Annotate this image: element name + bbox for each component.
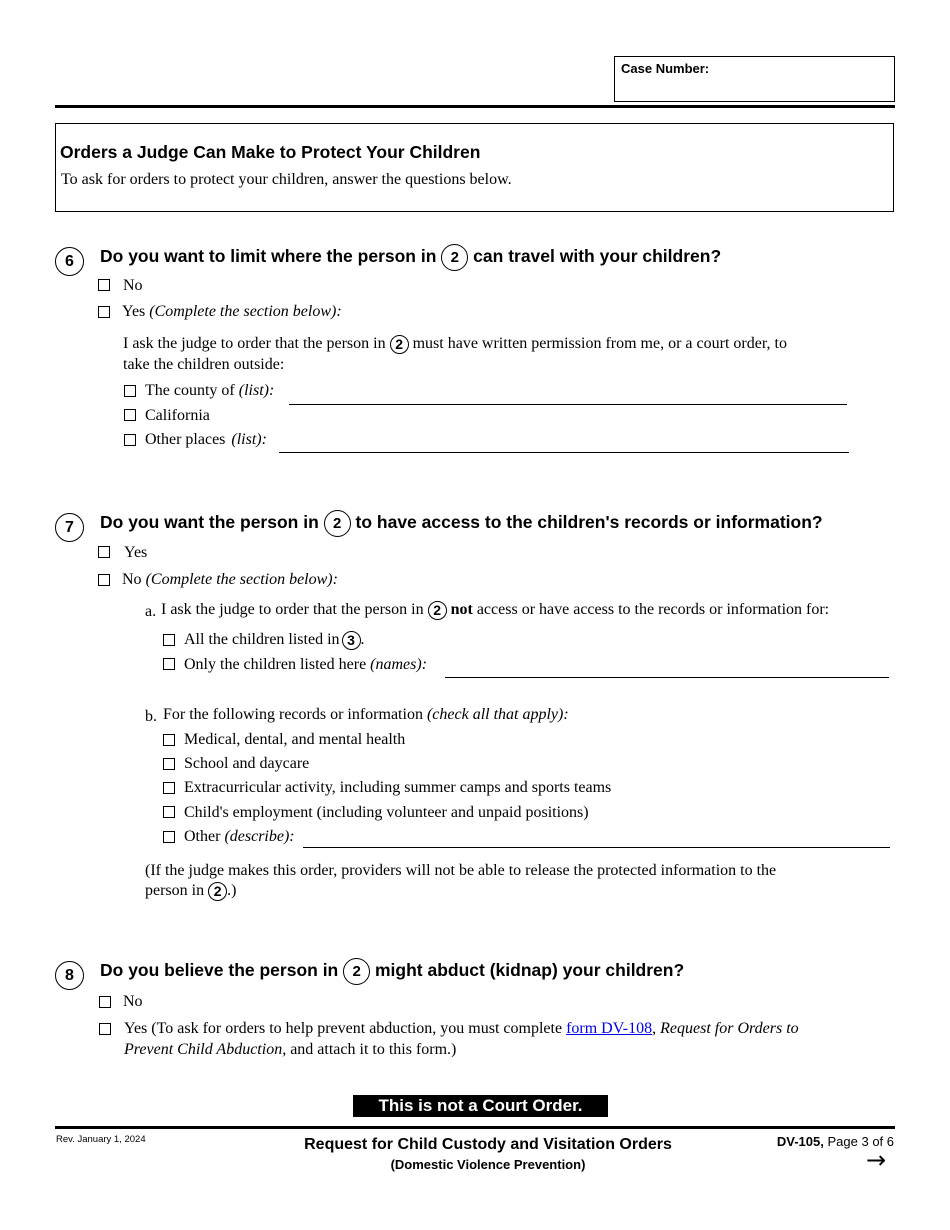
footer-form-id: DV-105, [776, 1134, 824, 1149]
q6-county-hint: (list): [238, 382, 275, 399]
q6-county-label [145, 382, 274, 400]
q6-order-line-1 [123, 335, 787, 354]
q6-other-places-hint: (list): [231, 431, 267, 448]
question-6-number: 6 [55, 247, 84, 276]
q7-yes-label: Yes [124, 544, 148, 561]
q7-a-text-part-2: access or have access to the records or information for: [476, 601, 830, 619]
q7-no-note: (Complete the section below): [145, 571, 338, 588]
q7-only-children-checkbox[interactable] [163, 658, 175, 670]
q7-records-employment-label: Child's employment (including volunteer and unpaid positions) [184, 804, 589, 821]
next-page-arrow-icon[interactable]: → [866, 1146, 887, 1174]
question-6-title-part-a: Do you want to limit where the person in [100, 246, 437, 267]
q6-other-places-label [145, 431, 267, 449]
q7-records-employment-checkbox[interactable] [163, 806, 175, 818]
q7-records-other-hint: (describe): [224, 828, 295, 845]
q7-records-school-checkbox[interactable] [163, 758, 175, 770]
footer-page-number: Page 3 of 6 [827, 1134, 894, 1149]
q6-no-checkbox[interactable] [98, 279, 110, 291]
not-court-order-banner: This is not a Court Order. [353, 1095, 608, 1117]
footer-rule [55, 1126, 895, 1129]
q6-order-line-2: take the children outside: [123, 356, 285, 373]
question-8-title-part-a: Do you believe the person in [100, 960, 339, 981]
question-8-number: 8 [55, 961, 84, 990]
ref-circle-2: 2 [324, 510, 351, 537]
q8-no-label: No [123, 993, 143, 1010]
footer-subtitle: (Domestic Violence Prevention) [390, 1157, 586, 1172]
q7-b-hint: (check all that apply): [426, 706, 569, 723]
q7-records-school-label: School and daycare [184, 755, 310, 772]
q6-yes-note: (Complete the section below): [149, 303, 342, 320]
ref-circle-2: 2 [441, 244, 468, 271]
q7-b-text [163, 706, 569, 724]
q6-other-places-text: Other places [145, 431, 226, 448]
question-7-number: 7 [55, 513, 84, 542]
q6-yes-label [122, 303, 342, 321]
q8-yes-line-2 [124, 1041, 456, 1059]
ref-circle-3: 3 [342, 631, 361, 650]
q8-yes-italic-1: Request for Orders to [660, 1020, 799, 1037]
q6-order-text-a: I ask the judge to order that the person in [123, 335, 386, 353]
question-8-title [100, 958, 684, 985]
case-number-label: Case Number: [621, 61, 710, 76]
question-6-title [100, 244, 721, 271]
q7-no-text: No [122, 571, 142, 588]
q7-only-children-text: Only the children listed here [184, 656, 367, 673]
q6-yes-checkbox[interactable] [98, 306, 110, 318]
q7-a-letter: a. [145, 603, 157, 620]
q7-a-text [161, 601, 829, 620]
q6-california-checkbox[interactable] [124, 409, 136, 421]
q6-no-label: No [123, 277, 143, 294]
q7-records-extracurricular-label: Extracurricular activity, including summer camps and sports teams [184, 779, 612, 796]
q7-records-medical-label: Medical, dental, and mental health [184, 731, 406, 748]
footer-title: Request for Child Custody and Visitation Orders [304, 1136, 672, 1153]
q6-california-label: California [145, 407, 210, 424]
q8-yes-comma: , [652, 1020, 657, 1037]
q8-yes-text: Yes (To ask for orders to help prevent abduction, you must complete [124, 1020, 563, 1037]
q7-all-children-end: . [360, 631, 365, 649]
q7-only-children-hint: (names): [370, 656, 428, 673]
q7-records-other-checkbox[interactable] [163, 831, 175, 843]
q8-yes-line-1 [124, 1020, 799, 1038]
q7-records-other-label [184, 828, 295, 846]
q7-records-other-text: Other [184, 828, 221, 845]
ref-circle-2: 2 [343, 958, 370, 985]
q7-yes-checkbox[interactable] [98, 546, 110, 558]
footer-revision: Rev. January 1, 2024 [56, 1134, 146, 1145]
q6-other-places-input-line[interactable] [279, 452, 849, 453]
intro-title: Orders a Judge Can Make to Protect Your Children [60, 142, 481, 162]
q7-note-text: person in [145, 882, 205, 900]
q7-note-end: .) [227, 882, 237, 900]
q7-all-children-label [184, 631, 365, 650]
q7-a-text-not: not [450, 601, 473, 619]
q7-note-line-2 [145, 882, 236, 901]
q7-children-names-input-line[interactable] [445, 677, 889, 678]
case-number-box[interactable] [614, 56, 895, 102]
question-7-title-part-a: Do you want the person in [100, 512, 319, 533]
q6-county-input-line[interactable] [289, 404, 847, 405]
q8-yes-italic-2: Prevent Child Abduction, [124, 1041, 287, 1058]
question-7-title-part-b: to have access to the children's records or information? [355, 512, 823, 533]
q7-all-children-checkbox[interactable] [163, 634, 175, 646]
q7-b-text-main: For the following records or information [163, 706, 423, 723]
q7-a-text-part-1: I ask the judge to order that the person in [161, 601, 424, 619]
ref-circle-2: 2 [390, 335, 409, 354]
q7-records-medical-checkbox[interactable] [163, 734, 175, 746]
ref-circle-2: 2 [428, 601, 447, 620]
q7-other-describe-input-line[interactable] [303, 847, 890, 848]
q7-only-children-label [184, 656, 427, 674]
q7-b-letter: b. [145, 708, 157, 725]
header-rule [55, 105, 895, 108]
q8-no-checkbox[interactable] [99, 996, 111, 1008]
q8-yes-text-2: and attach it to this form.) [290, 1041, 457, 1058]
q6-yes-text: Yes [122, 303, 146, 320]
intro-text: To ask for orders to protect your children, answer the questions below. [61, 171, 512, 188]
q8-yes-checkbox[interactable] [99, 1023, 111, 1035]
form-dv-108-link[interactable]: form DV-108 [566, 1020, 653, 1037]
q6-county-text: The county of [145, 382, 235, 399]
q7-no-label [122, 571, 338, 589]
question-7-title [100, 510, 823, 537]
q6-order-text-b: must have written permission from me, or a court order, to [412, 335, 787, 353]
ref-circle-2: 2 [208, 882, 227, 901]
intro-box [55, 123, 894, 212]
question-8-title-part-b: might abduct (kidnap) your children? [375, 960, 685, 981]
q6-county-checkbox[interactable] [124, 385, 136, 397]
q7-note-line-1: (If the judge makes this order, providers will not be able to release the protected information to the [145, 862, 777, 879]
q7-records-extracurricular-checkbox[interactable] [163, 782, 175, 794]
q6-other-places-checkbox[interactable] [124, 434, 136, 446]
question-6-title-part-b: can travel with your children? [473, 246, 722, 267]
q7-all-children-text: All the children listed in [184, 631, 340, 649]
q7-no-checkbox[interactable] [98, 574, 110, 586]
